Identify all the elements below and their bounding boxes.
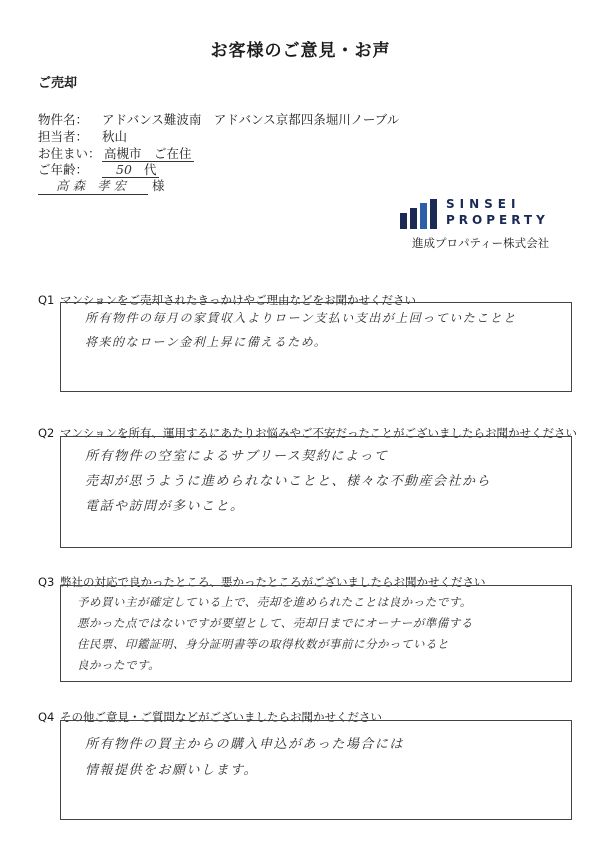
answer-line: 所有物件の買主からの購入申込があった場合には <box>85 737 404 752</box>
question-text: その他ご意見・ご質問などがございましたらお聞かせください <box>60 710 382 724</box>
property-label: 物件名： <box>38 112 89 127</box>
company-name: 進成プロパティー株式会社 <box>412 236 550 250</box>
name-suffix: 様 <box>151 178 165 193</box>
page-title: お客様のご意見・お声 <box>210 41 391 61</box>
answer-line: 電話や訪問が多いこと。 <box>85 499 245 514</box>
answer-box-1 <box>60 302 572 392</box>
answer-line: 良かったです。 <box>77 658 161 672</box>
staff-label: 担当者： <box>38 129 89 144</box>
answer-line: 将来的なローン金利上昇に備えるため。 <box>85 335 328 349</box>
question-number: Q3 <box>38 575 55 589</box>
answer-line: 所有物件の空室によるサブリース契約によって <box>85 449 389 464</box>
answer-box-4 <box>60 720 572 820</box>
logo-text-sinsei: SINSEI <box>446 197 521 211</box>
company-logo <box>400 195 570 255</box>
staff-row <box>38 127 127 145</box>
answer-box-3 <box>60 585 572 682</box>
answer-line: 悪かった点ではないですが要望として、売却日までにオーナーが準備する <box>77 616 473 630</box>
address-label: お住まい： <box>38 146 101 161</box>
address-value: 高槻市 ご在住 <box>104 146 192 161</box>
customer-name: 高森 孝宏 <box>38 176 148 195</box>
section-label: ご売却 <box>38 76 78 91</box>
question-text: マンションを所有、運用するにあたりお悩みやご不安だったことがございましたらお聞かせください <box>60 426 577 440</box>
age-unit: 代 <box>144 162 157 177</box>
question-text: 弊社の対応で良かったところ、悪かったところがございましたらお聞かせください <box>60 575 486 589</box>
answer-box-2 <box>60 436 572 548</box>
question-number: Q4 <box>38 710 55 724</box>
question-number: Q1 <box>38 293 55 307</box>
answer-line: 予め買い主が確定している上で、売却を進められたことは良かったです。 <box>77 595 472 609</box>
question-number: Q2 <box>38 426 55 440</box>
age-label: ご年齢： <box>38 162 89 177</box>
answer-line: 住民票、印鑑証明、身分証明書等の取得枚数が事前に分かっていると <box>77 637 449 651</box>
staff-value: 秋山 <box>102 129 128 144</box>
logo-text-property: PROPERTY <box>446 213 549 227</box>
question-text: マンションをご売却されたきっかけやご理由などをお聞かせください <box>60 293 416 307</box>
name-row <box>38 176 165 195</box>
property-value: アドバンス難波南 アドバンス京都四条堀川ノーブル <box>102 112 400 127</box>
answer-line: 所有物件の毎月の家賃収入よりローン支払い支出が上回っていたことと <box>85 311 517 325</box>
logo-bars-icon <box>400 199 438 229</box>
answer-line: 情報提供をお願いします。 <box>85 763 258 778</box>
age-value: 50 <box>116 162 132 177</box>
answer-line: 売却が思うように進められないことと、様々な不動産会社から <box>85 474 492 489</box>
property-row <box>38 110 399 128</box>
